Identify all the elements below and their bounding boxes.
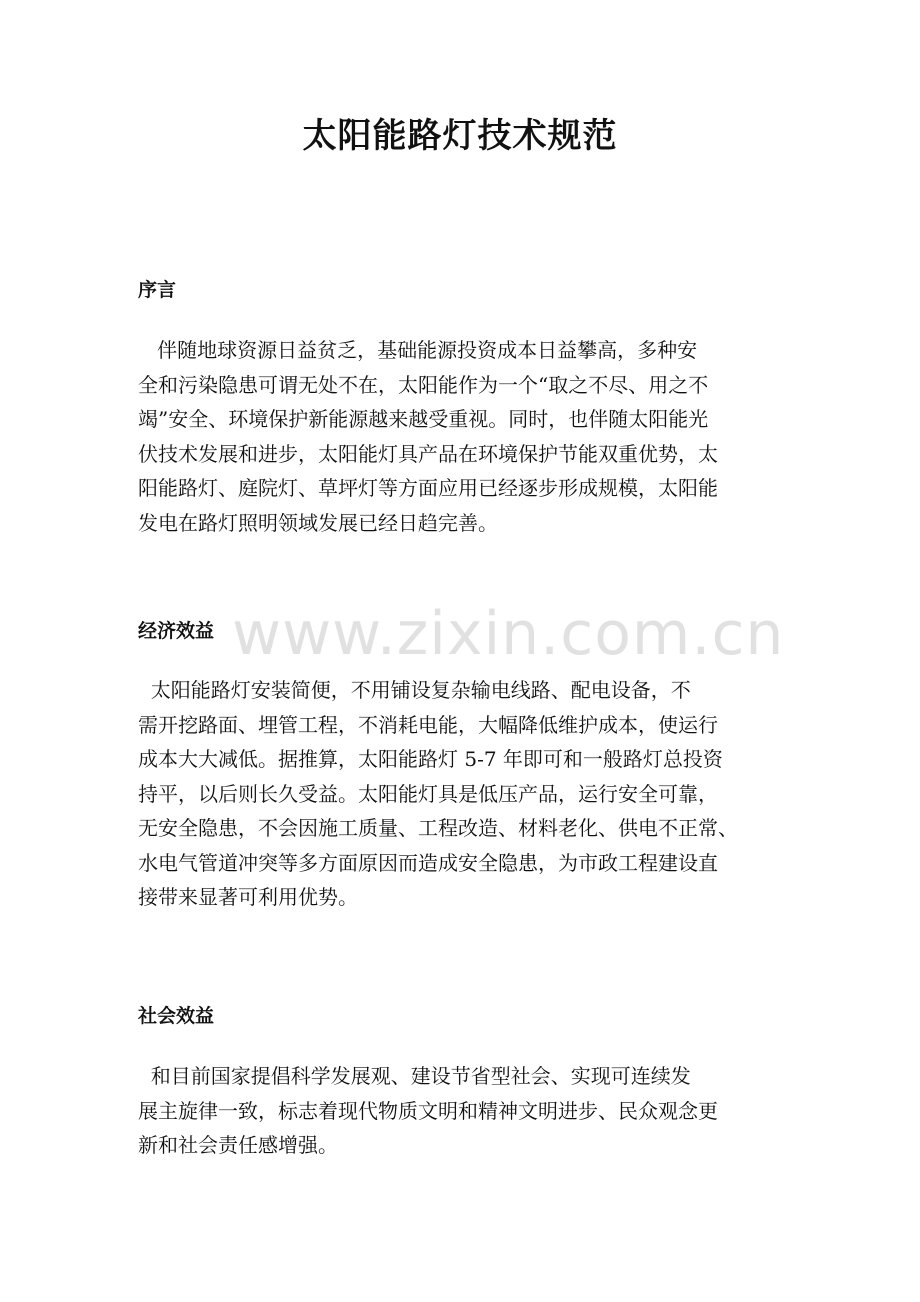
section-heading-preface: 序言 xyxy=(138,279,177,301)
section-paragraph-social-benefits xyxy=(138,1059,798,1163)
paragraph-line: 和目前国家提倡科学发展观、建设节省型社会、实现可连续发 xyxy=(138,1064,691,1088)
paragraph-line: 全和污染隐患可谓无处不在，太阳能作为一个“取之不尽、用之不 xyxy=(138,372,709,397)
watermark: www.zixin.com.cn xyxy=(232,599,785,669)
paragraph-line: 需开挖路面、埋管工程，不消耗电能，大幅降低维护成本，使运行 xyxy=(138,712,718,737)
section-heading-economic-benefits: 经济效益 xyxy=(138,620,215,642)
paragraph-line: 新和社会责任感增强。 xyxy=(138,1133,338,1157)
section-paragraph-economic-benefits xyxy=(138,673,798,915)
section-heading-social-benefits: 社会效益 xyxy=(138,1005,215,1027)
paragraph-line: 无安全隐患，不会因施工质量、工程改造、材料老化、供电不正常、 xyxy=(138,816,738,840)
paragraph-line: 成本大大减低。据推算，太阳能路灯 5-7 年即可和一般路灯总投资 xyxy=(138,747,723,771)
section-paragraph-preface xyxy=(138,333,798,540)
paragraph-line: 伏技术发展和进步，太阳能灯具产品在环境保护节能双重优势，太 xyxy=(138,441,718,466)
paragraph-line: 太阳能路灯安装简便，不用铺设复杂输电线路、配电设备，不 xyxy=(138,678,691,702)
paragraph-line: 阳能路灯、庭院灯、草坪灯等方面应用已经逐步形成规模，太阳能 xyxy=(138,476,718,500)
paragraph-line: 水电气管道冲突等多方面原因而造成安全隐患，为市政工程建设直 xyxy=(138,850,718,875)
document-title: 太阳能路灯技术规范 xyxy=(302,116,618,156)
paragraph-line: 发电在路灯照明领域发展已经日趋完善。 xyxy=(138,510,498,535)
paragraph-line: 接带来显著可利用优势。 xyxy=(138,885,358,909)
paragraph-line: 持平，以后则长久受益。太阳能灯具是低压产品，运行安全可靠， xyxy=(138,781,718,806)
paragraph-line: 竭”安全、环境保护新能源越来越受重视。同时，也伴随太阳能光 xyxy=(138,407,709,431)
paragraph-line: 伴随地球资源日益贫乏，基础能源投资成本日益攀高，多种安 xyxy=(138,338,698,362)
paragraph-line: 展主旋律一致，标志着现代物质文明和精神文明进步、民众观念更 xyxy=(138,1098,718,1123)
